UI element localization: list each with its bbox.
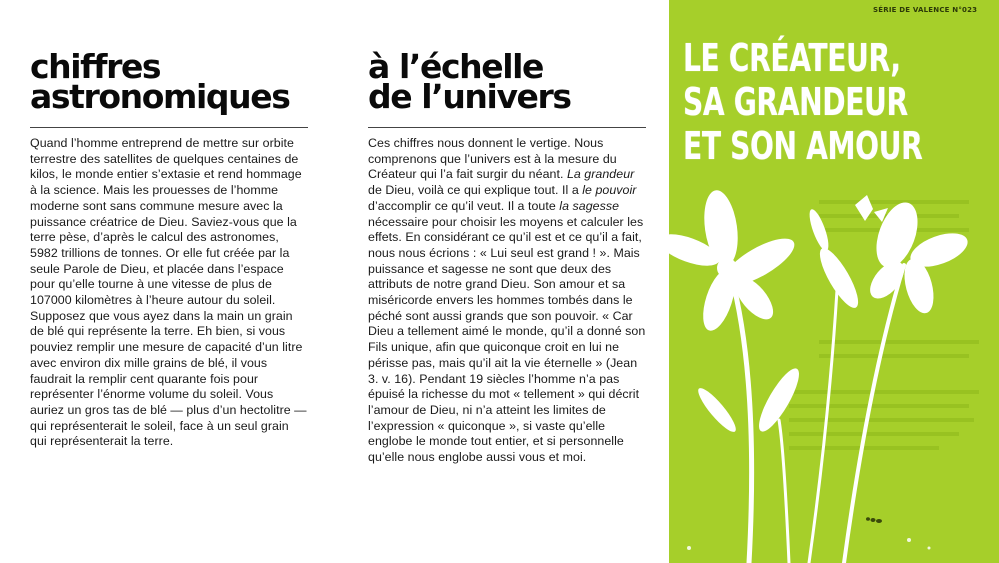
cover-title-line1: LE CRÉATEUR, — [683, 36, 901, 80]
left-heading-line1: chiffres — [30, 47, 161, 86]
middle-heading-line2: de l’univers — [368, 77, 571, 116]
middle-heading-rule — [368, 127, 646, 128]
middle-text-part2: de Dieu, voilà ce qui explique tout. Il a — [368, 183, 583, 198]
left-heading-line2: astronomiques — [30, 77, 290, 116]
middle-text-part3: d’accomplir ce qu’il veut. Il a toute — [368, 198, 560, 213]
middle-heading — [368, 0, 646, 116]
middle-text-em-pouvoir: le pouvoir — [582, 183, 637, 198]
left-heading-rule — [30, 127, 308, 128]
middle-text-em-sagesse: la sagesse — [559, 198, 620, 213]
cover-title — [683, 36, 922, 168]
middle-heading-line1: à l’échelle — [368, 47, 544, 86]
left-body-text: Quand l’homme entreprend de mettre sur orbite terrestre des satellites de quelques centaines de kilos, le monde entier s’extasie et rend hommage à la science. Mais les prouesses de l’homme moderne sont sans commune mesure avec la puissance créatrice de Dieu. Saviez-vous que la terre pèse, d’après le calcul des astronomes, 5982 trillions de tonnes. Or elle fut créée par la seule Parole de Dieu, et placée dans l’espace pour qu’elle tourne à une vitesse de plus de 107000 kilomètres à l’heure autour du soleil. Supposez que vous ayez dans la main un grain de blé qui représente la terre. Eh bien, si vous pouviez remplir une mesure de capacité d’un litre avec environ dix mille grains de blé, il vous faudrait la remplir cent quarante fois pour représenter l’énorme volume du soleil. Vous auriez un gros tas de blé — plus d’un hectolitre — qui représenterait le soleil, face à un seul grain qui représenterait la terre. — [30, 136, 307, 449]
left-column — [30, 0, 308, 450]
middle-text-part4: nécessaire pour choisir les moyens et calculer les effets. En considérant ce qu’il est et ce qu’il a fait, nous nous écrions : « Lui seul est grand ! ». Mais puissance et sagesse ne sont que deux des attributs de notre grand Dieu. Son amour et sa miséricorde envers les hommes tombés dans le péché sont aussi grands que son pouvoir. « Car Dieu a tellement aimé le monde, qu’il a donné son Fils unique, afin que quiconque croit en lui ne périsse pas, mais qu’il ait la vie éternelle » (Jean 3. v. 16). Pendant 19 siècles l’homme n’a pas épuisé la richesse du mot « tellement » qui décrit l’amour de Dieu, ni n’a atteint les limites de l’expression « quiconque », si vaste qu’elle englobe le monde tout entier, et si personnelle qu’elle nous englobe aussi vous et moi. — [368, 214, 646, 465]
cover-panel — [669, 0, 999, 563]
middle-column — [368, 0, 646, 466]
middle-text-part1: Ces chiffres nous donnent le vertige. Nous comprenons que l’univers est à la mesure du Créateur qui l’a fait surgir du néant. — [368, 136, 617, 182]
series-label: SÉRIE DE VALENCE N°023 — [873, 6, 978, 14]
cover-title-line3: ET SON AMOUR — [683, 124, 923, 168]
middle-body-text — [368, 136, 646, 466]
middle-text-em-grandeur: La grandeur — [566, 167, 635, 182]
cover-title-line2: SA GRANDEUR — [683, 80, 908, 124]
left-heading — [30, 0, 308, 116]
